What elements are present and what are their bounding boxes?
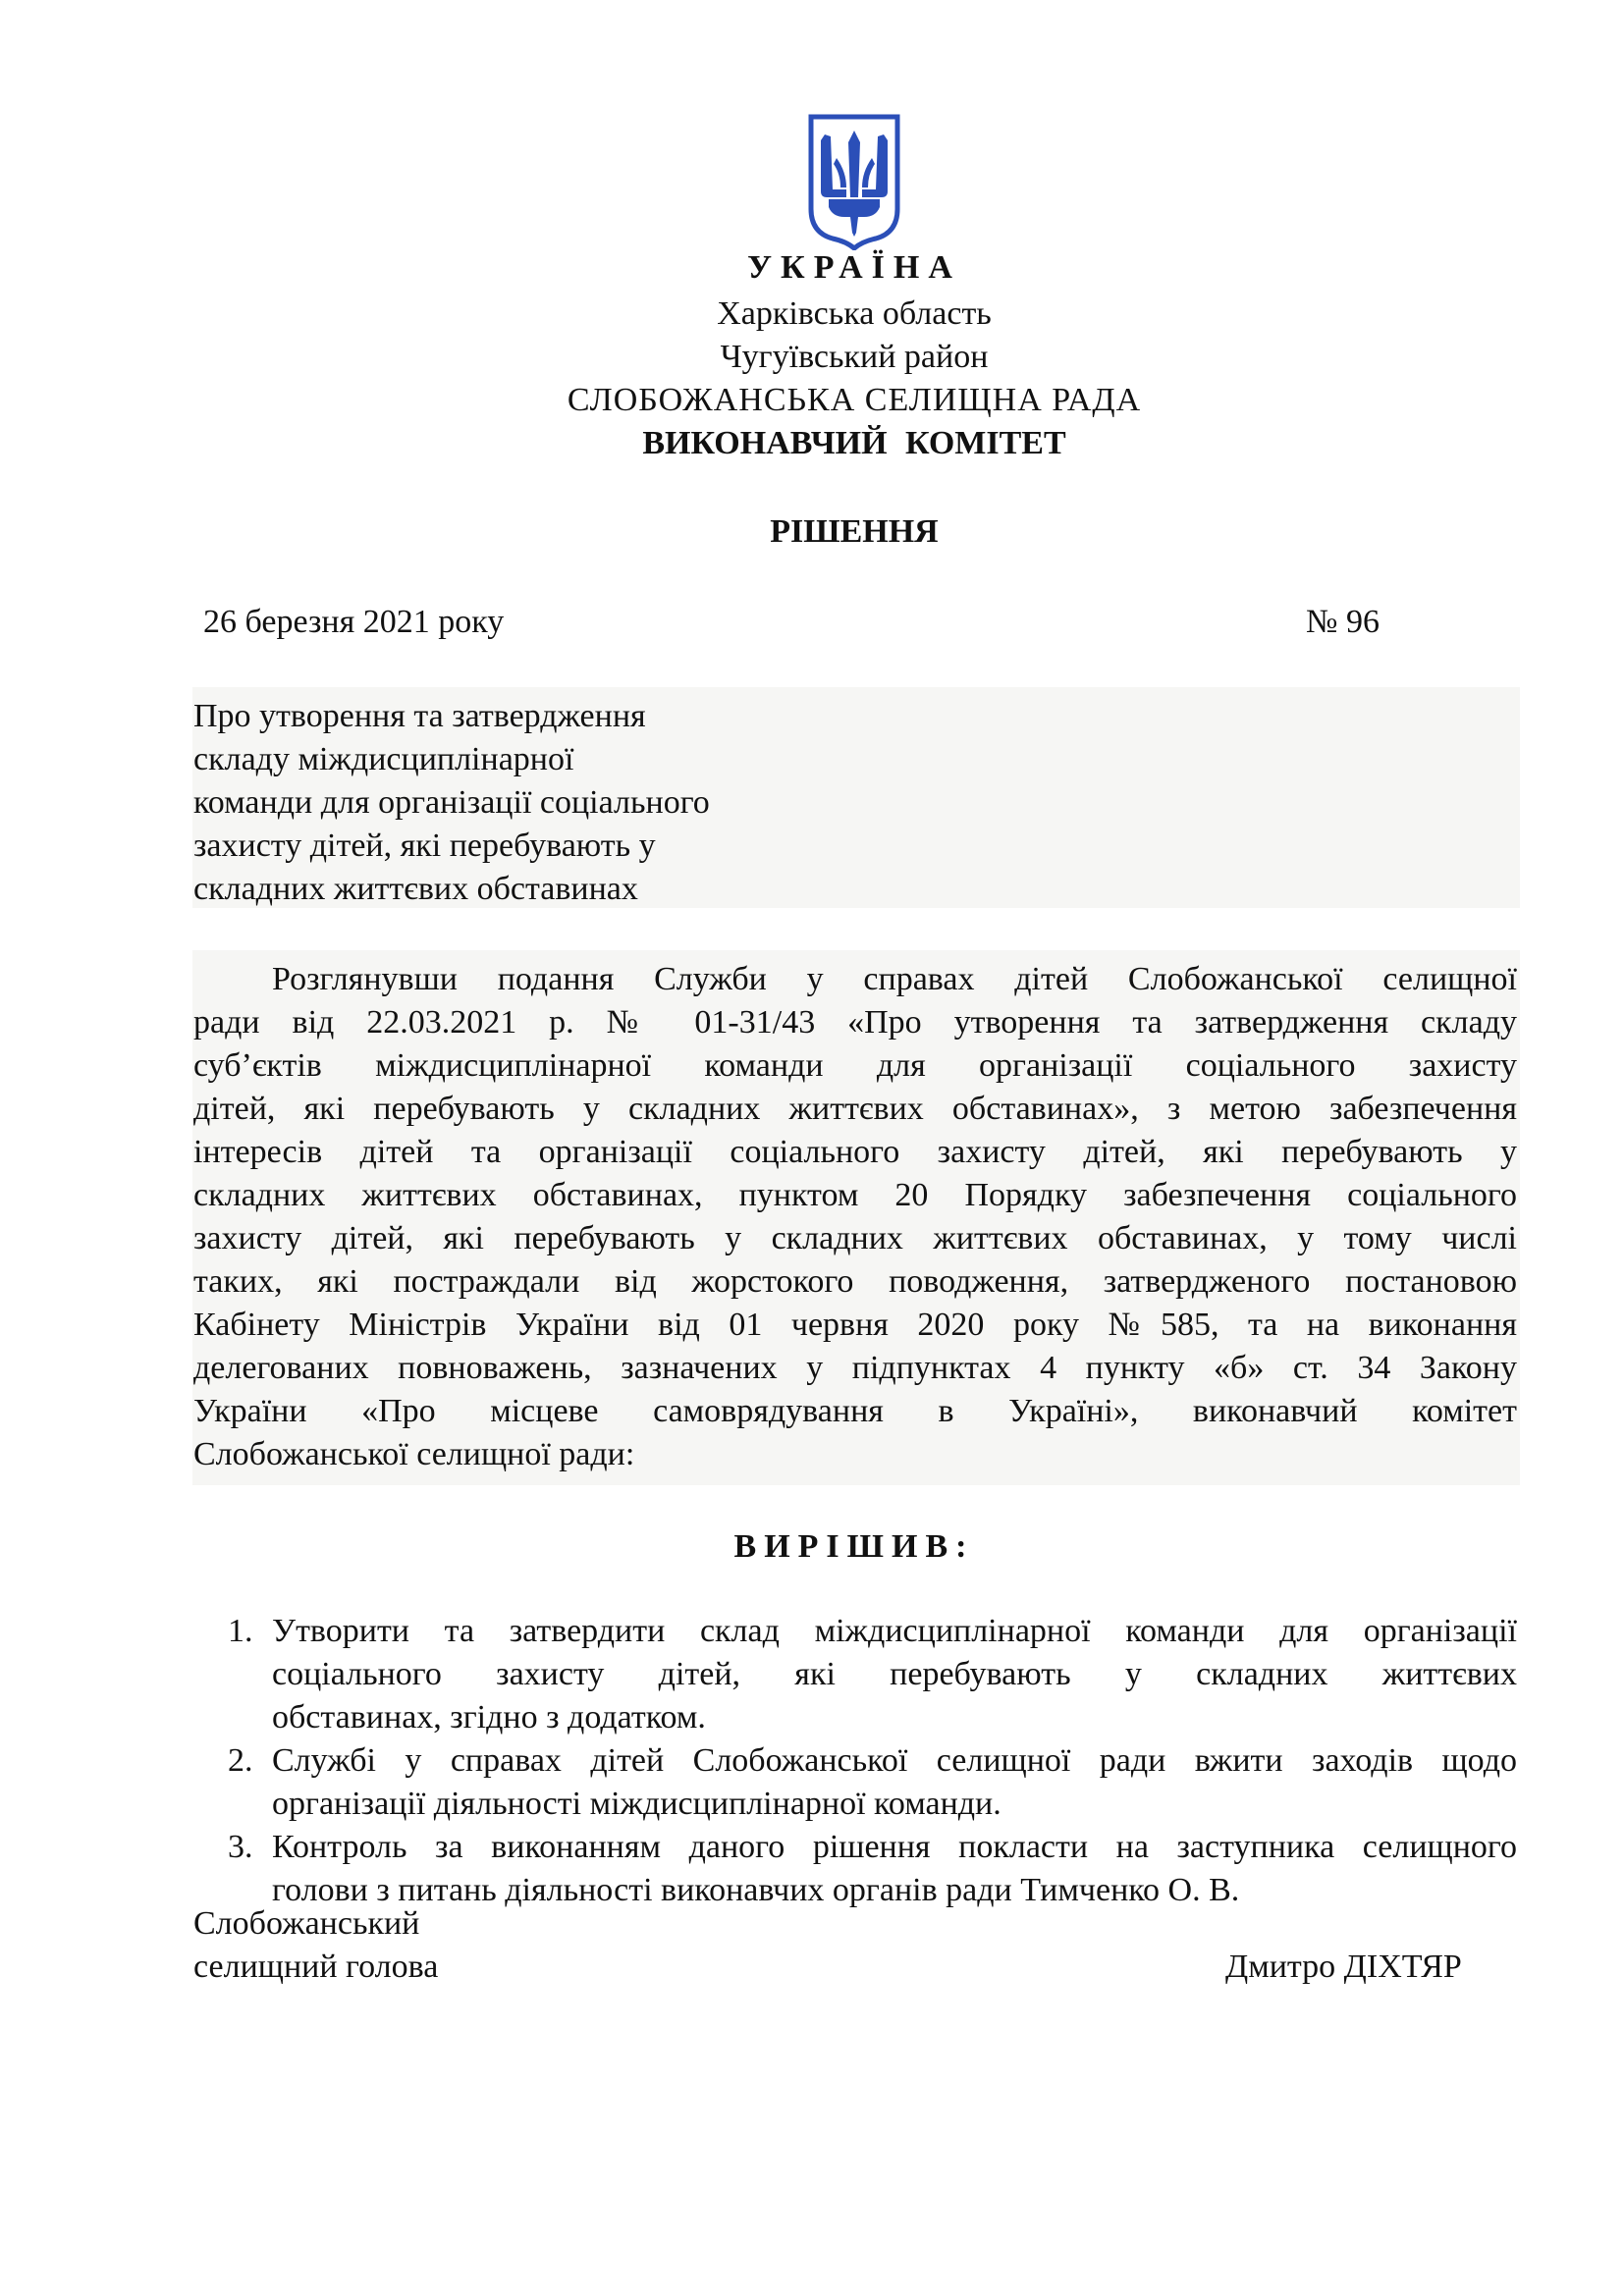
body-line: України «Про місцеве самоврядування в Україні», виконавчий комітет — [193, 1393, 1517, 1429]
item-number: 2. — [228, 1742, 253, 1779]
item-number: 1. — [228, 1613, 253, 1649]
item-line: соціального захисту дітей, які перебувають у складних життєвих — [272, 1656, 1517, 1692]
signatory-position-line: Слобожанський — [193, 1905, 420, 1942]
subject-line: команди для організації соціального — [193, 784, 710, 821]
coat-of-arms-icon — [807, 113, 901, 250]
item-line: обставинах, згідно з додатком. — [272, 1699, 706, 1735]
subject-line: складу міждисциплінарної — [193, 741, 574, 777]
body-line: делегованих повноважень, зазначених у підпунктах 4 пункту «б» ст. 34 Закону — [193, 1350, 1517, 1386]
item-line: голови з питань діяльності виконавчих органів ради Тимченко О. В. — [272, 1872, 1240, 1908]
decision-item-2 — [228, 1739, 1517, 1826]
signatory-position — [193, 1902, 438, 1989]
subject-line: Про утворення та затвердження — [193, 698, 646, 734]
decision-date: 26 березня 2021 року — [203, 604, 505, 640]
signatory-name: Дмитро ДІХТЯР — [1225, 1949, 1462, 1985]
item-line: Контроль за виконанням даного рішення покласти на заступника селищного — [272, 1829, 1517, 1865]
subject-line: захисту дітей, які перебувають у — [193, 828, 656, 864]
country-heading: УКРАЇНА — [747, 249, 961, 286]
subject-line: складних життєвих обставинах — [193, 871, 638, 907]
preamble-paragraph — [193, 958, 1517, 1476]
item-line: Службі у справах дітей Слобожанської селищної ради вжити заходів щодо — [272, 1742, 1517, 1779]
decision-title: РІШЕННЯ — [770, 513, 939, 550]
district-line: Чугуївський район — [720, 339, 989, 375]
item-line: Утворити та затвердити склад міждисциплінарної команди для організації — [272, 1613, 1517, 1649]
body-line: Кабінету Міністрів України від 01 червня 2020 року №585, та на виконання — [193, 1307, 1517, 1343]
decision-subject — [193, 695, 959, 911]
committee-line: ВИКОНАВЧИЙ КОМІТЕТ — [642, 425, 1066, 461]
body-line: складних життєвих обставинах, пунктом 20 Порядку забезпечення соціального — [193, 1177, 1517, 1213]
decision-item-3 — [228, 1826, 1517, 1912]
body-line: інтересів дітей та організації соціального захисту дітей, які перебувають у — [193, 1134, 1517, 1170]
decision-items — [228, 1610, 1517, 1912]
item-line: організації діяльності міждисциплінарної команди. — [272, 1786, 1001, 1822]
council-line: СЛОБОЖАНСЬКА СЕЛИЩНА РАДА — [567, 382, 1142, 418]
body-line: Слобожанської селищної ради: — [193, 1436, 635, 1472]
body-line: таких, які постраждали від жорстокого поводження, затвердженого постановою — [193, 1263, 1517, 1300]
resolved-heading: ВИРІШИВ: — [733, 1528, 975, 1565]
body-line: ради від 22.03.2021 р. № 01-31/43 «Про утворення та затвердження складу — [193, 1004, 1517, 1041]
body-line: дітей, які перебувають у складних життєвих обставинах», з метою забезпечення — [193, 1091, 1517, 1127]
decision-number: № 96 — [1306, 604, 1380, 640]
decision-item-1 — [228, 1610, 1517, 1739]
signatory-position-line: селищний голова — [193, 1949, 439, 1985]
region-line: Харківська область — [717, 295, 992, 332]
body-line: Розглянувши подання Служби у справах дітей Слобожанської селищної — [272, 961, 1517, 997]
item-number: 3. — [228, 1829, 253, 1865]
body-line: суб’єктів міждисциплінарної команди для організації соціального захисту — [193, 1047, 1517, 1084]
body-line: захисту дітей, які перебувають у складних життєвих обставинах, у тому числі — [193, 1220, 1517, 1256]
